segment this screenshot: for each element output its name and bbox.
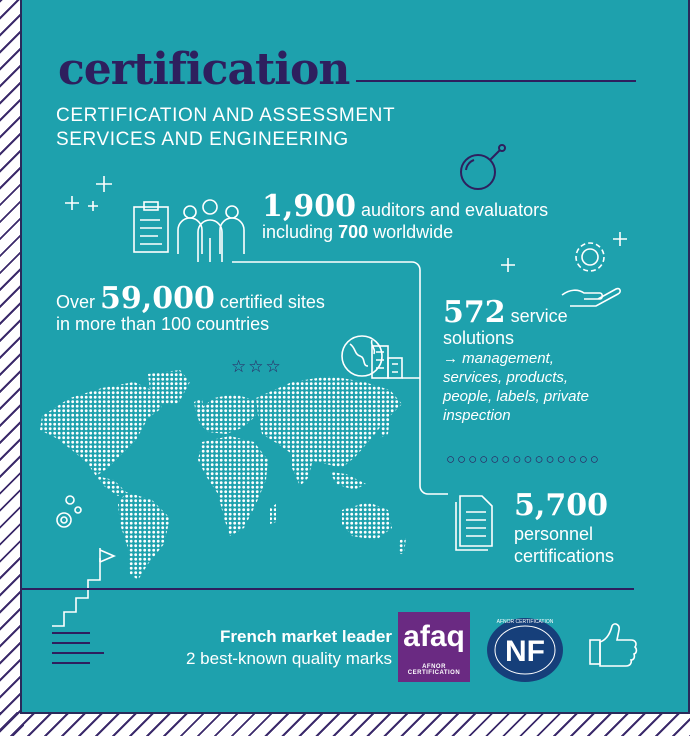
- solutions-detail-1: management,: [462, 350, 554, 367]
- page-title: certification: [58, 44, 350, 95]
- leader-title: French market leader: [220, 627, 392, 646]
- afaq-logo: [398, 612, 470, 682]
- afaq-subtext: AFNOR CERTIFICATION: [407, 664, 461, 676]
- arrow-icon: →: [443, 350, 463, 367]
- solutions-number: 572: [443, 295, 506, 330]
- document-icon: [456, 496, 492, 550]
- gear-hand-icon: [562, 243, 620, 306]
- afaq-word: afaq: [403, 620, 465, 653]
- dash-line: [52, 652, 104, 654]
- dash-line: [52, 642, 90, 644]
- nf-logo: [484, 612, 566, 684]
- dash-line: [52, 632, 90, 634]
- magnifier-icon: [461, 145, 505, 189]
- solutions-text: service: [505, 306, 568, 326]
- sites-countries: in more than 100 countries: [56, 314, 270, 334]
- personnel-number: 5,700: [514, 488, 608, 523]
- dash-line: [52, 662, 90, 664]
- sites-number: 59,000: [100, 281, 215, 316]
- personnel-text-2: certifications: [514, 546, 615, 566]
- auditors-number: 1,900: [262, 189, 356, 224]
- leader-subtitle: 2 best-known quality marks: [186, 649, 392, 668]
- auditors-text: auditors and evaluators: [355, 200, 549, 220]
- star-rating-decoration: ☆☆☆: [231, 357, 283, 376]
- auditors-sub-post: worldwide: [368, 222, 454, 242]
- solutions-text-2: solutions: [443, 328, 515, 348]
- auditors-stat: [262, 189, 549, 243]
- solutions-stat: [443, 295, 643, 425]
- subtitle-line-2: SERVICES AND ENGINEERING: [56, 129, 349, 150]
- dots-divider: ○○○○○○○○○○○○○○: [446, 451, 601, 468]
- sites-stat: [56, 281, 325, 335]
- clipboard-icon: [134, 202, 168, 252]
- personnel-stat: [514, 488, 614, 567]
- people-icon: [178, 200, 244, 262]
- sites-pre: Over: [56, 292, 101, 312]
- subtitle-line-1: CERTIFICATION AND ASSESSMENT: [56, 105, 396, 126]
- market-leader: [186, 626, 392, 670]
- footer-rule: [22, 588, 634, 590]
- personnel-text-1: personnel: [514, 524, 594, 544]
- solutions-detail-2: services, products,: [443, 369, 569, 386]
- thumbs-up-icon: [590, 624, 636, 666]
- nf-ring-text: AFNOR CERTIFICATION: [496, 619, 554, 625]
- solutions-detail-3: people, labels, private: [443, 388, 589, 405]
- nf-word: NF: [505, 635, 545, 668]
- world-map: [30, 368, 410, 588]
- auditors-sub-pre: including: [262, 222, 339, 242]
- solutions-detail-4: inspection: [443, 407, 511, 424]
- auditors-worldwide-number: 700: [338, 222, 369, 242]
- sites-text: certified sites: [214, 292, 325, 312]
